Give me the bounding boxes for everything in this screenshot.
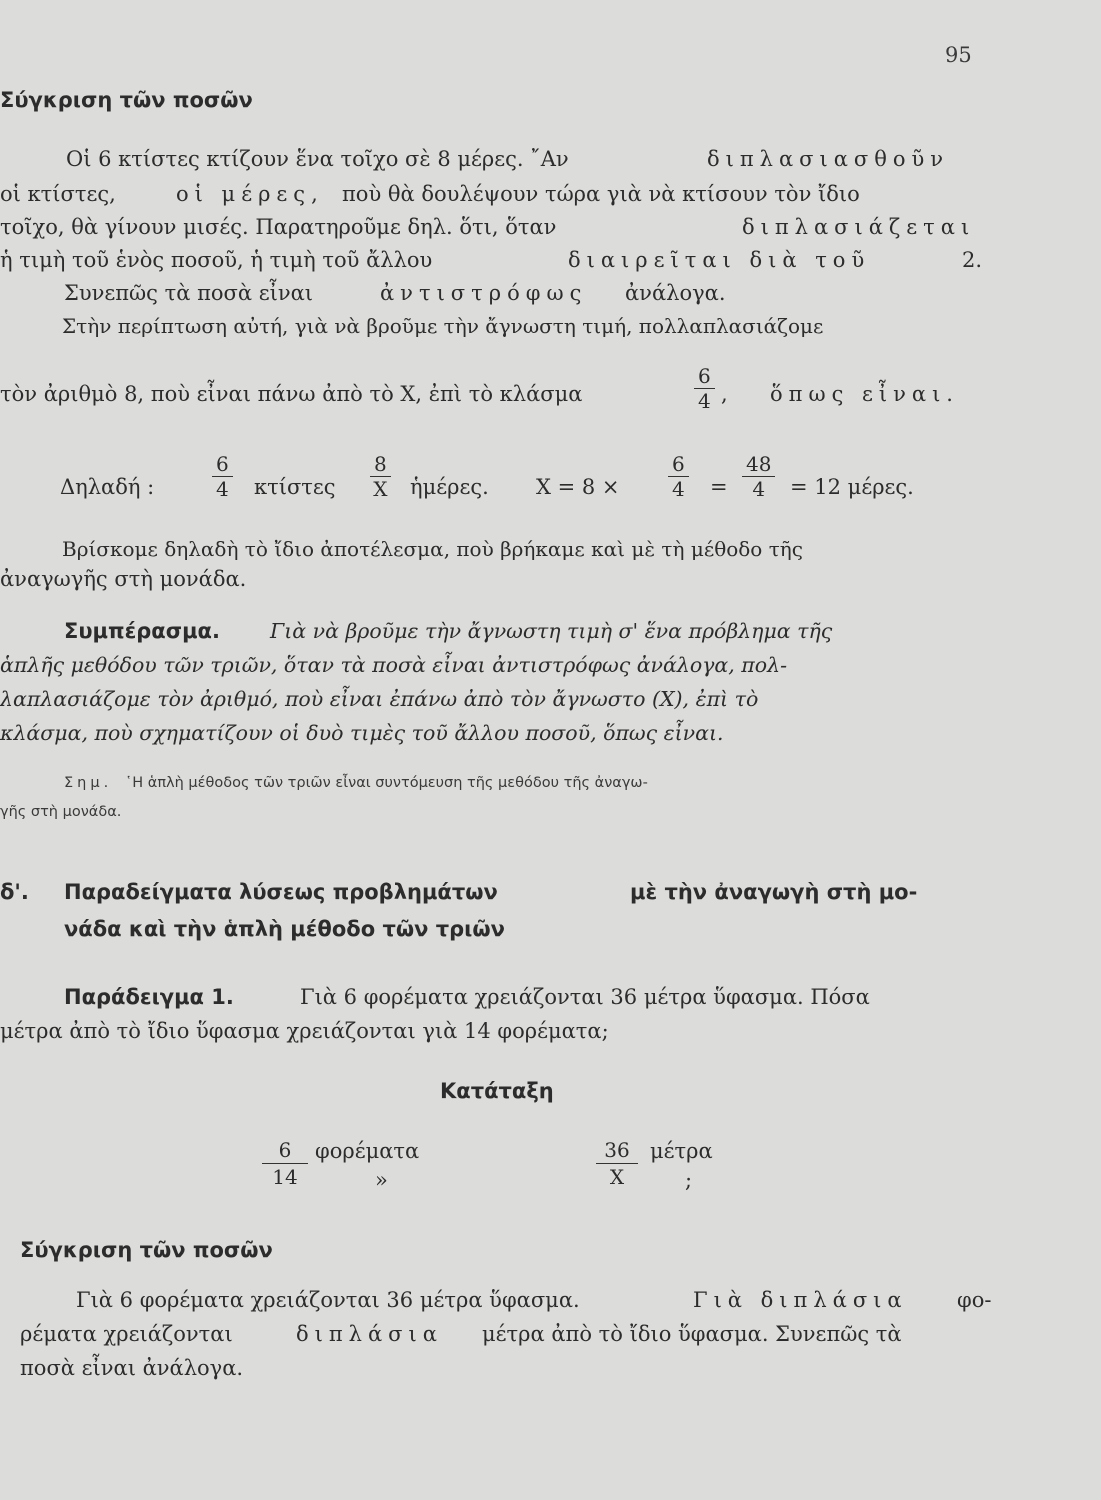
p1-line4a: ἡ τιμὴ τοῦ ἑνὸς ποσοῦ, ἡ τιμὴ τοῦ ἄλλου [0,248,433,272]
conclusion-label: Συμπέρασμα. [64,619,220,643]
eq-word-days: ἡμέρες. [410,475,489,499]
eq-fraction-1: $\frac{6}{4}$ [212,452,233,501]
p4-line1a: Γιὰ 6 φορέματα χρειάζονται 36 μέτρα ὕφασμα. [76,1288,580,1312]
p1-line3-spaced: διπλασιάζεται [742,215,976,239]
arrangement-right-question: ; [685,1168,693,1192]
section-heading-comparison-2: Σύγκριση τῶν ποσῶν [20,1238,273,1262]
section-marker: δ'. [0,880,29,904]
p2-line2-spaced: ὅπως εἶναι. [770,382,959,406]
eq-fraction-2: $\frac{8}{X}$ [370,452,391,501]
page-number: 95 [945,43,972,67]
p3-line1: Βρίσκομε δηλαδὴ τὸ ἴδιο ἀποτέλεσμα, ποὺ βρήκαμε καὶ μὲ τὴ μέθοδο τῆς [62,537,803,561]
p1-line5-spaced: ἀντιστρόφως [380,281,588,305]
eq-fraction-4: $\frac{48}{4}$ [742,452,775,501]
p2-line1: Στὴν περίπτωση αὐτή, γιὰ νὰ βροῦμε τὴν ἄγνωστη τιμή, πολλαπλασιάζομε [62,314,824,338]
arrangement-right-unit: μέτρα [650,1139,713,1163]
section2-heading-line1b: μὲ τὴν ἀναγωγὴ στὴ μο- [630,880,918,904]
p2-comma: , [721,382,728,406]
p1-line2c: ποὺ θὰ δουλέψουν τώρα γιὰ νὰ κτίσουν τὸν ἴδιο [342,182,860,206]
equation-label: Δηλαδή : [60,475,155,499]
p1-line2-spaced: οἱ μέρες, [176,182,324,206]
fraction-6-over-4: $\frac{6}{4}$ [694,364,715,413]
p4-line3: ποσὰ εἶναι ἀνάλογα. [20,1356,244,1380]
p1-line5c: ἀνάλογα. [625,281,726,305]
section2-heading-line2: νάδα καὶ τὴν ἁπλὴ μέθοδο τῶν τριῶν [64,917,505,941]
example1-label: Παράδειγμα 1. [64,985,234,1009]
p1-line2a: οἱ κτίστες, [0,182,116,206]
section2-heading-line1a: Παραδείγματα λύσεως προβλημάτων [64,880,498,904]
conclusion-line4: κλάσμα, ποὺ σχηματίζουν οἱ δυὸ τιμὲς τοῦ ἄλλου ποσοῦ, ὅπως εἶναι. [0,721,724,745]
p4-line2a: ρέματα χρειάζονται [20,1322,233,1346]
arrangement-left-ditto: » [375,1168,388,1192]
note-line1: ῾Η ἁπλὴ μέθοδος τῶν τριῶν εἶναι συντόμευση τῆς μεθόδου τῆς ἀναγω- [125,775,648,791]
arrangement-left-unit: φορέματα [315,1139,420,1163]
p1-line5a: Συνεπῶς τὰ ποσὰ εἶναι [64,281,314,305]
example1-line2: μέτρα ἀπὸ τὸ ἴδιο ὕφασμα χρειάζονται γιὰ 14 φορέματα; [0,1019,609,1043]
p1-line4c: 2. [962,248,983,272]
eq-equals: = [710,475,728,499]
eq-result: = 12 μέρες. [790,475,914,499]
p4-line1c: φο- [957,1288,992,1312]
p4-line2-spaced: διπλάσια [296,1322,443,1346]
eq-word-builders: κτίστες [254,475,336,499]
eq-fraction-3: $\frac{6}{4}$ [668,452,689,501]
p1-line3a: τοῖχο, θὰ γίνουν μισές. Παρατηροῦμε δηλ. ὅτι, ὅταν [0,215,557,239]
conclusion-line1: Γιὰ νὰ βροῦμε τὴν ἄγνωστη τιμὴ σ' ἕνα πρόβλημα τῆς [270,619,833,643]
example1-line1: Γιὰ 6 φορέματα χρειάζονται 36 μέτρα ὕφασμα. Πόσα [300,985,870,1009]
p1-line1-spaced: διπλασιασθοῦν [707,147,950,171]
p4-line2c: μέτρα ἀπὸ τὸ ἴδιο ὕφασμα. Συνεπῶς τὰ [482,1322,902,1346]
arrangement-right-values: 36 Χ [596,1137,638,1190]
arrangement-title: Κατάταξη [440,1079,554,1103]
note-line2: γῆς στὴ μονάδα. [0,804,122,820]
conclusion-line2: ἁπλῆς μεθόδου τῶν τριῶν, ὅταν τὰ ποσὰ εἶναι ἀντιστρόφως ἀνάλογα, πολ- [0,653,788,677]
eq-x-equals: Χ = 8 × [536,475,620,499]
arrangement-left-values: 6 14 [262,1137,308,1190]
conclusion-line3: λαπλασιάζομε τὸν ἀριθμό, ποὺ εἶναι ἐπάνω ἀπὸ τὸν ἄγνωστο (Χ), ἐπὶ τὸ [0,687,759,711]
p1-line1: Οἱ 6 κτίστες κτίζουν ἕνα τοῖχο σὲ 8 μέρες. ῎Αν [66,147,569,171]
note-label: Σημ. [64,775,113,791]
p3-line2: ἀναγωγῆς στὴ μονάδα. [0,567,247,591]
p1-line4-spaced: διαιρεῖται διὰ τοῦ [568,248,871,272]
p4-line1-spaced: Γιὰ διπλάσια [693,1288,908,1312]
p2-line2a: τὸν ἀριθμὸ 8, ποὺ εἶναι πάνω ἀπὸ τὸ Χ, ἐπὶ τὸ κλάσμα [0,382,583,406]
section-heading-comparison: Σύγκριση τῶν ποσῶν [0,88,253,112]
